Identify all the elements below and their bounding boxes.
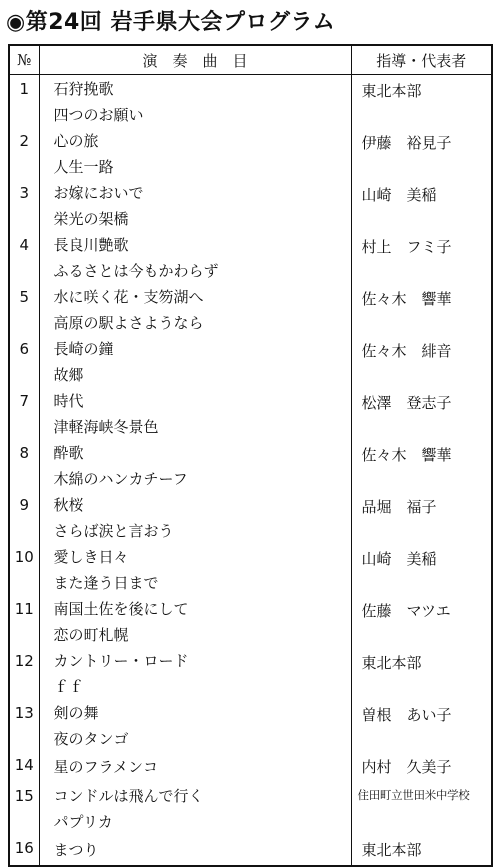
entry-number: 15 <box>9 782 39 834</box>
table-row <box>9 834 492 866</box>
performer-name: 佐々木 響華 <box>351 439 492 491</box>
table-row <box>9 782 492 808</box>
song-title: 高原の駅よさようなら <box>53 313 204 332</box>
song-title: 愛しき日々 <box>53 547 129 566</box>
entry-number: 5 <box>9 283 39 335</box>
song-title: ｆｆ <box>53 677 84 696</box>
entry-number: 2 <box>9 127 39 179</box>
song-title: 剣の舞 <box>53 703 99 722</box>
header-songs: 演 奏 曲 目 <box>39 45 351 75</box>
table-row <box>9 387 492 413</box>
song-title: 心の旅 <box>53 131 99 150</box>
song-title: また逢う日まで <box>53 573 159 592</box>
table-row <box>9 647 492 673</box>
performer-name: 住田町立世田米中学校 <box>351 782 492 834</box>
header-number: № <box>9 45 39 75</box>
song-title: 長良川艶歌 <box>53 235 129 254</box>
entry-number: 12 <box>9 647 39 699</box>
performer-name: 東北本部 <box>351 834 492 866</box>
entry-number: 13 <box>9 699 39 751</box>
entry-number: 6 <box>9 335 39 387</box>
song-title: 星のフラメンコ <box>53 758 159 776</box>
page-title: ◉第24回 岩手県大会プログラム <box>6 10 336 35</box>
table-row <box>9 595 492 621</box>
table-row <box>9 283 492 309</box>
song-title: パプリカ <box>53 812 113 831</box>
performer-name: 松澤 登志子 <box>351 387 492 439</box>
entry-number: 8 <box>9 439 39 491</box>
performer-name: 村上 フミ子 <box>351 231 492 283</box>
table-row <box>9 699 492 725</box>
song-title: お嫁においで <box>53 183 144 202</box>
entry-number: 7 <box>9 387 39 439</box>
song-title: 時代 <box>53 391 84 410</box>
performer-name: 品堀 福子 <box>351 491 492 543</box>
song-title: さらば涙と言おう <box>53 521 174 540</box>
table-row <box>9 491 492 517</box>
song-title: 津軽海峡冬景色 <box>53 417 159 436</box>
entry-number: 10 <box>9 543 39 595</box>
table-row <box>9 127 492 153</box>
entry-number: 14 <box>9 751 39 782</box>
song-title: 夜のタンゴ <box>53 729 129 748</box>
song-title: 長崎の鐘 <box>53 339 114 358</box>
performer-name: 佐々木 響華 <box>351 283 492 335</box>
song-title: 南国土佐を後にして <box>53 599 189 618</box>
table-row <box>9 751 492 782</box>
table-row <box>9 75 492 102</box>
performer-name: 内村 久美子 <box>351 751 492 782</box>
performer-name: 東北本部 <box>351 75 492 128</box>
song-title: 木綿のハンカチーフ <box>53 469 188 488</box>
header-performer: 指導・代表者 <box>351 45 492 75</box>
entry-number: 11 <box>9 595 39 647</box>
song-title: 恋の町札幌 <box>53 625 129 644</box>
song-title: 酔歌 <box>53 443 84 462</box>
entry-number: 4 <box>9 231 39 283</box>
table-row <box>9 231 492 257</box>
performer-name: 山崎 美稲 <box>351 543 492 595</box>
song-title: コンドルは飛んで行く <box>53 786 204 805</box>
performer-name: 曽根 あい子 <box>351 699 492 751</box>
song-title: まつり <box>53 841 99 859</box>
table-row <box>9 543 492 569</box>
table-header-row <box>9 45 492 75</box>
table-row <box>9 179 492 205</box>
table-row <box>9 335 492 361</box>
song-title: ふるさとは今もかわらず <box>53 261 219 280</box>
song-title: 秋桜 <box>53 495 84 514</box>
performer-name: 佐藤 マツエ <box>351 595 492 647</box>
song-title: カントリー・ロード <box>53 651 189 670</box>
program-body <box>9 75 492 867</box>
entry-number: 1 <box>9 75 39 128</box>
song-title: 栄光の架橋 <box>53 209 129 228</box>
song-title: 石狩挽歌 <box>53 79 114 98</box>
entry-number: 16 <box>9 834 39 866</box>
entry-number: 3 <box>9 179 39 231</box>
performer-name: 佐々木 緋音 <box>351 335 492 387</box>
song-title: 四つのお願い <box>53 105 144 124</box>
song-title: 水に咲く花・支笏湖へ <box>53 287 204 306</box>
performer-name: 東北本部 <box>351 647 492 699</box>
song-title: 人生一路 <box>53 157 114 176</box>
song-title: 故郷 <box>53 365 84 384</box>
performer-name: 山崎 美稲 <box>351 179 492 231</box>
entry-number: 9 <box>9 491 39 543</box>
table-row <box>9 439 492 465</box>
performer-name: 伊藤 裕見子 <box>351 127 492 179</box>
program-table <box>8 44 493 867</box>
